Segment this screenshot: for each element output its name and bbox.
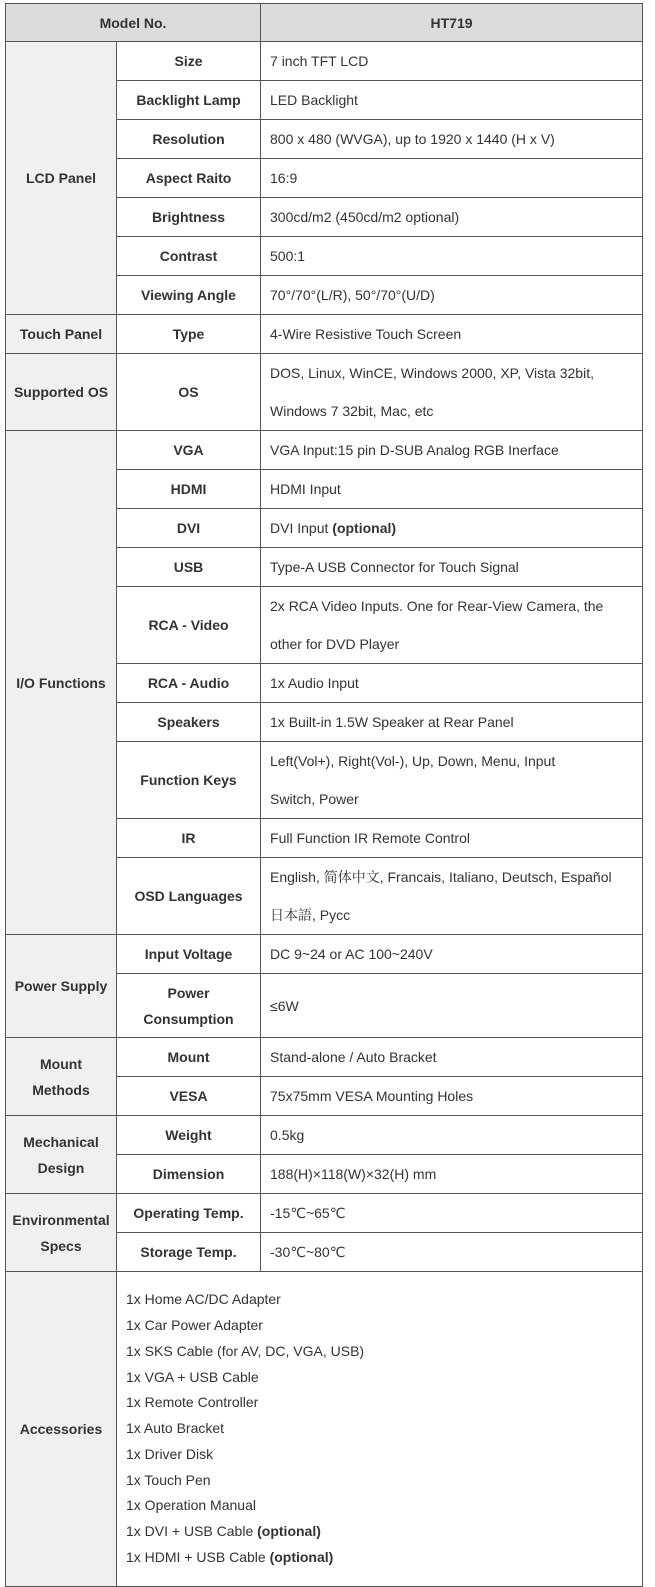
spec-value: 800 x 480 (WVGA), up to 1920 x 1440 (H x V) xyxy=(261,120,643,159)
category-touch-panel: Touch Panel xyxy=(6,315,117,354)
optional-note: (optional) xyxy=(332,520,397,536)
spec-label: Size xyxy=(117,42,261,81)
spec-label-line: Consumption xyxy=(143,1010,234,1027)
spec-value xyxy=(261,742,643,819)
list-item xyxy=(126,1519,642,1545)
category-mechanical-design xyxy=(6,1116,117,1194)
spec-label: Type xyxy=(117,315,261,354)
spec-label-line: Power xyxy=(167,984,210,1001)
list-item xyxy=(126,1545,642,1571)
spec-value: Stand-alone / Auto Bracket xyxy=(261,1038,643,1077)
table-row xyxy=(6,354,643,431)
spec-label: Aspect Raito xyxy=(117,159,261,198)
spec-label: Brightness xyxy=(117,198,261,237)
spec-label: Speakers xyxy=(117,703,261,742)
table-row xyxy=(6,935,643,974)
spec-value: LED Backlight xyxy=(261,81,643,120)
category-label-line: Mechanical xyxy=(23,1133,99,1150)
spec-value: DC 9~24 or AC 100~240V xyxy=(261,935,643,974)
list-item: 1x Touch Pen xyxy=(126,1471,211,1488)
list-item: 1x Operation Manual xyxy=(126,1497,256,1514)
category-supported-os: Supported OS xyxy=(6,354,117,431)
category-io-functions: I/O Functions xyxy=(6,431,117,935)
spec-label: RCA - Video xyxy=(117,587,261,664)
spec-label: Contrast xyxy=(117,237,261,276)
spec-label: OS xyxy=(117,354,261,431)
spec-value xyxy=(261,509,643,548)
spec-value-line: Switch, Power xyxy=(270,791,359,807)
category-label-line: Design xyxy=(37,1159,85,1176)
spec-label: Resolution xyxy=(117,120,261,159)
table-row xyxy=(6,431,643,470)
list-item: 1x VGA + USB Cable xyxy=(126,1368,259,1385)
list-item: 1x SKS Cable (for AV, DC, VGA, USB) xyxy=(126,1342,365,1359)
spec-value: Type-A USB Connector for Touch Signal xyxy=(261,548,643,587)
spec-value: Full Function IR Remote Control xyxy=(261,819,643,858)
spec-label: Input Voltage xyxy=(117,935,261,974)
spec-label: VGA xyxy=(117,431,261,470)
spec-label: IR xyxy=(117,819,261,858)
spec-value-line: other for DVD Player xyxy=(270,636,400,652)
spec-value xyxy=(261,858,643,935)
spec-value: 1x Built-in 1.5W Speaker at Rear Panel xyxy=(261,703,643,742)
list-item-text: 1x HDMI + USB Cable xyxy=(126,1549,270,1566)
table-row xyxy=(6,315,643,354)
spec-label xyxy=(117,974,261,1038)
spec-value: VGA Input:15 pin D-SUB Analog RGB Inerface xyxy=(261,431,643,470)
spec-value: 1x Audio Input xyxy=(261,664,643,703)
spec-value-line: 2x RCA Video Inputs. One for Rear-View Camera, the xyxy=(270,598,604,614)
spec-value-line: Left(Vol+), Right(Vol-), Up, Down, Menu, Input xyxy=(270,753,556,769)
spec-label: DVI xyxy=(117,509,261,548)
spec-label: USB xyxy=(117,548,261,587)
category-lcd-panel: LCD Panel xyxy=(6,42,117,315)
spec-label: Mount xyxy=(117,1038,261,1077)
spec-label: Backlight Lamp xyxy=(117,81,261,120)
spec-value xyxy=(261,354,643,431)
spec-value: 188(H)×118(W)×32(H) mm xyxy=(261,1155,643,1194)
spec-value: 4-Wire Resistive Touch Screen xyxy=(261,315,643,354)
spec-label: Function Keys xyxy=(117,742,261,819)
spec-value: -15℃~65℃ xyxy=(261,1194,643,1233)
category-mount-methods xyxy=(6,1038,117,1116)
spec-value-text: DVI Input xyxy=(270,520,333,536)
spec-label: Storage Temp. xyxy=(117,1233,261,1272)
spec-label: HDMI xyxy=(117,470,261,509)
list-item: 1x Auto Bracket xyxy=(126,1420,225,1437)
optional-note: (optional) xyxy=(257,1523,321,1540)
spec-label: VESA xyxy=(117,1077,261,1116)
spec-value: 16:9 xyxy=(261,159,643,198)
spec-value: 7 inch TFT LCD xyxy=(261,42,643,81)
optional-note: (optional) xyxy=(269,1549,334,1566)
table-row xyxy=(6,42,643,81)
spec-value: HDMI Input xyxy=(261,470,643,509)
category-accessories: Accessories xyxy=(6,1272,117,1587)
spec-label: Viewing Angle xyxy=(117,276,261,315)
accessories-list xyxy=(117,1272,643,1587)
spec-value xyxy=(261,587,643,664)
spec-value: ≤6W xyxy=(261,974,643,1038)
spec-label: Dimension xyxy=(117,1155,261,1194)
category-environmental-specs xyxy=(6,1194,117,1272)
spec-label: OSD Languages xyxy=(117,858,261,935)
spec-label: RCA - Audio xyxy=(117,664,261,703)
spec-value: 0.5kg xyxy=(261,1116,643,1155)
category-label-line: Environmental xyxy=(12,1211,110,1228)
spec-table xyxy=(5,3,643,1587)
table-row xyxy=(6,1272,643,1587)
table-row xyxy=(6,1116,643,1155)
spec-label: Weight xyxy=(117,1116,261,1155)
category-label-line: Specs xyxy=(40,1237,82,1254)
table-row xyxy=(6,1038,643,1077)
spec-value: 500:1 xyxy=(261,237,643,276)
spec-value: 70°/70°(L/R), 50°/70°(U/D) xyxy=(261,276,643,315)
list-item-text: 1x DVI + USB Cable xyxy=(126,1523,258,1540)
table-row xyxy=(6,1194,643,1233)
list-item: 1x Remote Controller xyxy=(126,1394,259,1411)
spec-value-line: Windows 7 32bit, Mac, etc xyxy=(270,403,434,419)
list-item: 1x Driver Disk xyxy=(126,1445,214,1462)
list-item: 1x Home AC/DC Adapter xyxy=(126,1291,281,1308)
category-label-line: Methods xyxy=(32,1081,90,1098)
spec-value: 300cd/m2 (450cd/m2 optional) xyxy=(261,198,643,237)
spec-label: Operating Temp. xyxy=(117,1194,261,1233)
header-model-value: HT719 xyxy=(261,4,643,42)
category-power-supply: Power Supply xyxy=(6,935,117,1038)
spec-value-line: DOS, Linux, WinCE, Windows 2000, XP, Vista 32bit, xyxy=(270,365,594,381)
spec-value-line: English, 简体中文, Francais, Italiano, Deutsch, Español xyxy=(270,869,612,885)
header-model-label: Model No. xyxy=(6,4,261,42)
category-label-line: Mount xyxy=(40,1055,82,1072)
spec-value: 75x75mm VESA Mounting Holes xyxy=(261,1077,643,1116)
spec-value-line: 日本語, Pycc xyxy=(270,907,351,923)
header-row xyxy=(6,4,643,42)
list-item: 1x Car Power Adapter xyxy=(126,1316,263,1333)
spec-value: -30℃~80℃ xyxy=(261,1233,643,1272)
